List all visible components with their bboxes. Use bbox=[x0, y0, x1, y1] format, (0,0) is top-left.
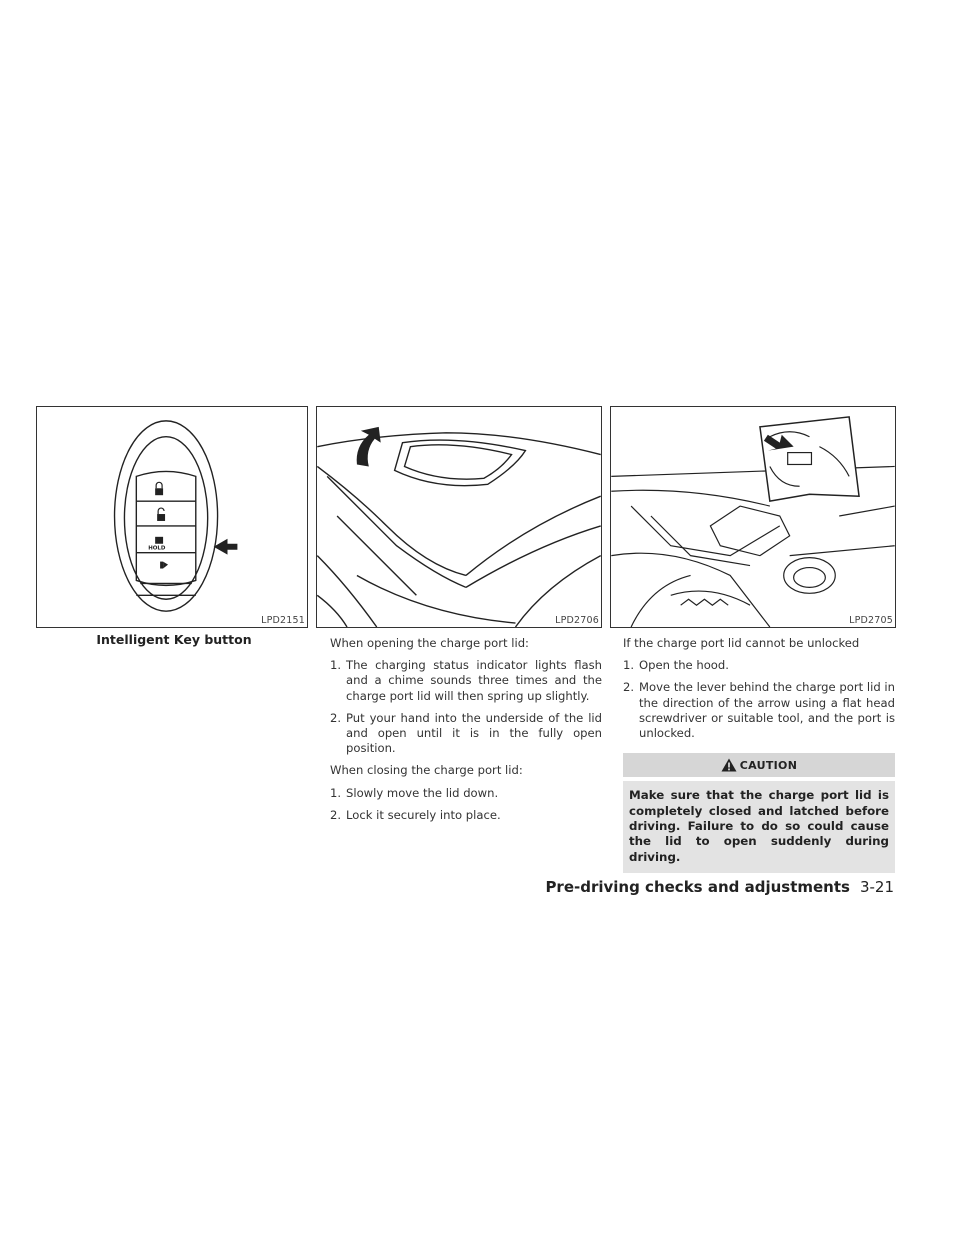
list-item bbox=[330, 711, 602, 757]
charge-port-lever-illustration bbox=[611, 407, 895, 627]
unlock-heading: If the charge port lid cannot be unlocked bbox=[623, 636, 860, 650]
step-number: 2. bbox=[330, 710, 342, 725]
list-item bbox=[330, 658, 602, 704]
list-item bbox=[623, 658, 895, 673]
step-text: Lock it securely into place. bbox=[346, 807, 501, 822]
charge-port-opening-instructions bbox=[330, 636, 602, 830]
figure-caption: Intelligent Key button bbox=[96, 632, 252, 647]
charge-port-lid-illustration bbox=[317, 407, 601, 627]
closing-heading: When closing the charge port lid: bbox=[330, 763, 523, 778]
list-item bbox=[330, 786, 602, 801]
figure-charge-port-lid bbox=[316, 406, 602, 628]
figure-intelligent-key bbox=[36, 406, 308, 628]
step-number: 1. bbox=[623, 658, 635, 673]
page-footer bbox=[545, 878, 894, 896]
step-number: 1. bbox=[330, 785, 342, 800]
list-item bbox=[623, 680, 895, 741]
figure-code: LPD2706 bbox=[555, 615, 599, 626]
svg-text:HOLD: HOLD bbox=[148, 545, 166, 552]
figure-code: LPD2705 bbox=[849, 615, 893, 626]
opening-heading: When opening the charge port lid: bbox=[330, 636, 529, 650]
caution-label: CAUTION bbox=[739, 758, 798, 772]
step-text: Open the hood. bbox=[639, 658, 729, 673]
figure-code: LPD2151 bbox=[261, 615, 305, 626]
section-title: Pre-driving checks and adjustments bbox=[545, 878, 850, 896]
step-number: 1. bbox=[330, 658, 342, 673]
step-text: The charging status indicator lights flash and a chime sounds three times and the charge port lid will then spring up slightly. bbox=[346, 658, 602, 703]
list-item bbox=[330, 808, 602, 823]
step-number: 2. bbox=[623, 680, 635, 695]
caution-header bbox=[623, 753, 895, 777]
warning-icon bbox=[721, 758, 737, 772]
figure-charge-port-lever bbox=[610, 406, 896, 628]
step-number: 2. bbox=[330, 807, 342, 822]
caution-text: Make sure that the charge port lid is completely closed and latched before driving. Failure to do so could cause the lid to open suddenly during driving. bbox=[623, 781, 895, 873]
intelligent-key-fob-illustration bbox=[37, 407, 307, 627]
charge-port-unlock-instructions bbox=[623, 636, 895, 873]
page-number: 3-21 bbox=[859, 878, 894, 896]
step-text: Put your hand into the underside of the lid and open until it is in the fully open position. bbox=[346, 710, 602, 756]
step-text: Slowly move the lid down. bbox=[346, 785, 499, 800]
step-text: Move the lever behind the charge port lid in the direction of the arrow using a flat head screwdriver or suitable tool, and the port is unlocked. bbox=[639, 680, 895, 741]
